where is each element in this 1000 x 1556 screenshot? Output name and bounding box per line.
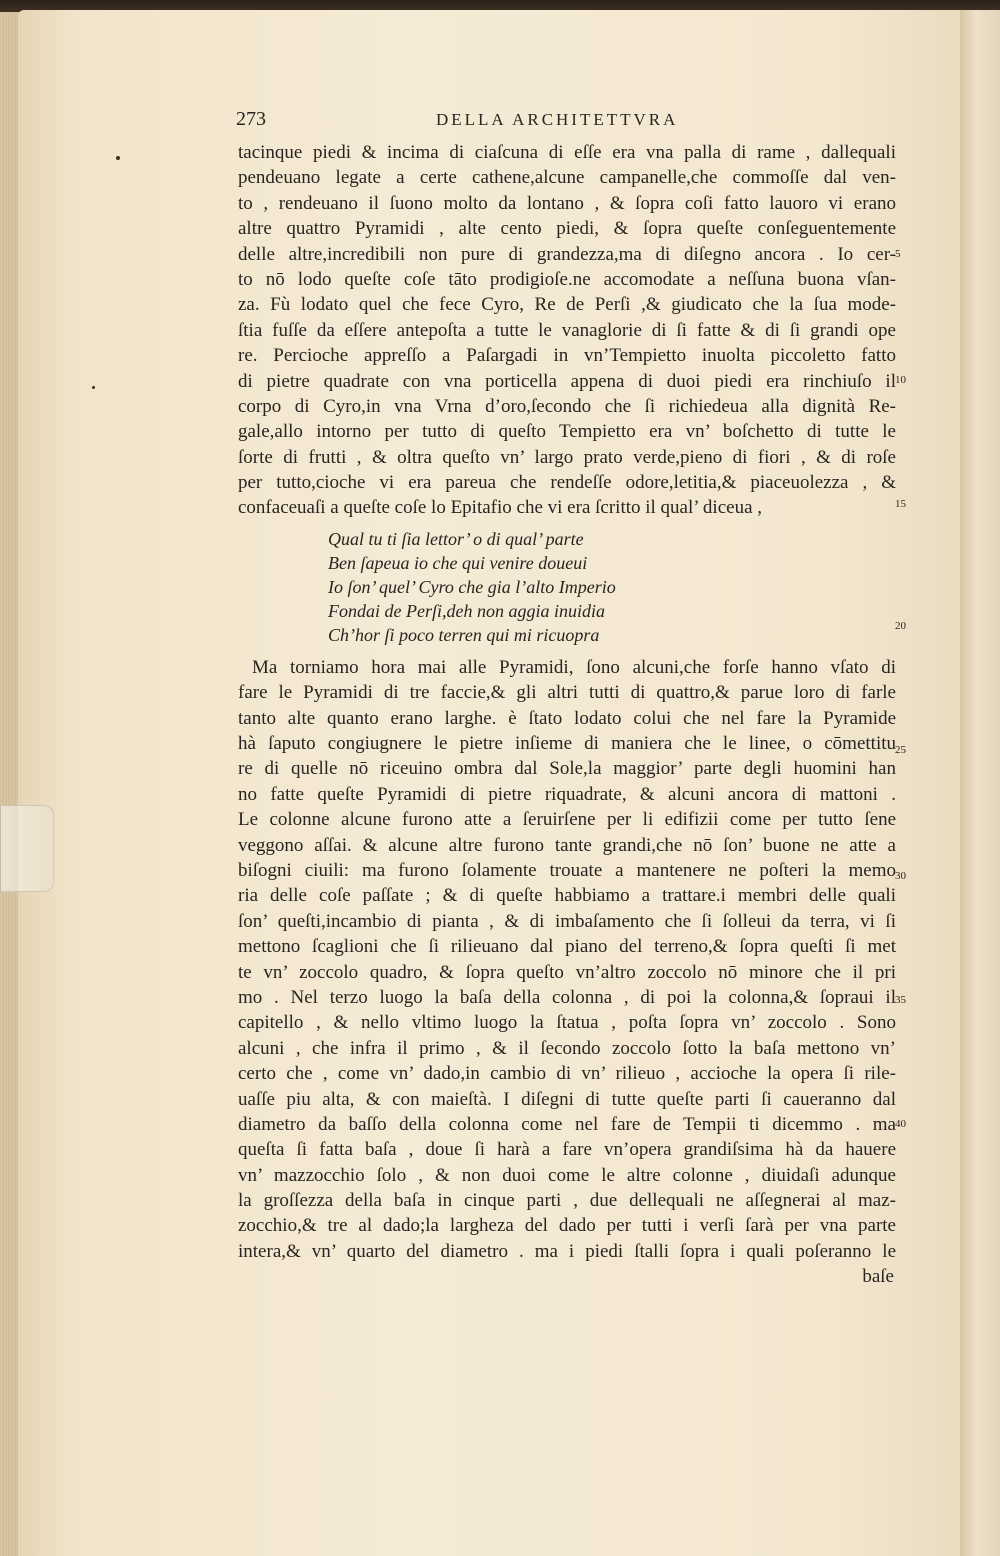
text-line: ſon’ queſti,incambio di pianta , & di imbaſamento che ſi ſolleui da terra, vi ſi [238,910,896,932]
text-line: vn’ mazzocchio ſolo , & non duoi come le altre colonne , diuidaſi adunque [238,1164,896,1186]
text-line: tacinque piedi & incima di ciaſcuna di eſſe era vna palla di rame , dallequali [238,142,896,163]
text-line: per tutto,cioche vi era pareua che rendeſſe odore,letitia,& piaceuolezza , & [238,472,896,494]
text-line: confaceuaſi a queſte coſe lo Epitafio che vi era ſcritto il qual’ diceua , [238,497,763,519]
text-line: tanto alte quanto erano larghe. è ſtato lodato colui che nel fare la Pyramide [238,707,896,729]
line-number: 20 [895,620,906,632]
text-line: Ma torniamo hora mai alle Pyramidi, ſono alcuni,che forſe hanno vſato di [252,656,896,678]
catchword: baſe [862,1266,894,1288]
text-line: gale,allo intorno per tutto di queſto Tempietto era vn’ boſchetto di tutte le [238,421,896,443]
text-line: la groſſezza della baſa in cinque parti , due dellequali ne aſſegnerai al maz- [238,1190,896,1212]
line-number: 5 [895,248,901,260]
text-line: certo che , come vn’ dado,in cambio di vn’ rilieuo , accioche la opera ſi rile- [238,1063,896,1085]
text-line: mettono ſcaglioni che ſi rilieuano dal piano del terreno,& ſopra queſti ſi met [238,936,896,958]
text-line: delle altre,incredibili non pure di grandezza,ma di diſegno ancora . Io cer- [238,243,896,265]
line-number: 35 [895,994,906,1006]
text-line: ſtia fuſſe da eſſere antepoſta a tutte le vanaglorie di ſi fatte & di ſi grandi ope [238,319,896,341]
verse-line: Io ſon’ quel’ Cyro che gia l’alto Imperio [328,576,616,597]
page-header [230,108,900,138]
text-line: capitello , & nello vltimo luogo la ſtatua , poſta ſopra vn’ zoccolo . Sono [238,1012,896,1034]
ink-speck [116,156,120,160]
text-line: diametro da baſſo della colonna come nel fare de Tempii ti dicemmo . ma [238,1113,896,1135]
epitaph-verse [328,527,896,647]
text-line: mo . Nel terzo luogo la baſa della colonna , di poi la colonna,& ſopraui il [238,986,896,1008]
line-number: 25 [895,744,906,756]
text-line: to , rendeuano il ſuono molto da lontano , & ſopra coſi fatto lauoro vi erano [238,192,896,214]
text-line: di pietre quadrate con vna porticella appena di duoi piedi era rinchiuſo il [238,370,896,392]
paragraph-1 [238,140,896,521]
text-line: re. Percioche appreſſo a Paſargadi in vn’Tempietto inuolta piccoletto fatto [238,345,896,367]
text-line: intera,& vn’ quarto del diametro . ma i piedi ſtalli ſopra i quali poſeranno le [238,1240,896,1262]
text-line: pendeuano legate a certe cathene,alcune campanelle,che commoſſe dal ven- [238,167,896,189]
text-line: uaſſe piu alta, & con maieſtà. I diſegni di tutte queſte parti ſi caueranno dal [238,1088,896,1110]
text-line: alcuni , che infra il primo , & il ſecondo zoccolo ſotto la baſa mettono vn’ [238,1037,896,1059]
line-number: 15 [895,498,906,510]
running-title: DELLA ARCHITETTVRA [436,110,679,129]
text-line: veggono aſſai. & alcune altre furono tante grandi,che nō ſon’ buone ne atte a [238,834,896,856]
folio-number: 273 [236,108,266,130]
text-line: corpo di Cyro,in vna Vrna d’oro,ſecondo che ſi richiedeua alla dignità Re- [238,395,896,417]
text-line: za. Fù lodato quel che fece Cyro, Re de Perſi ,& giudicato che la ſua mode- [238,294,896,316]
text-line: hà ſaputo congiugnere le pietre inſieme di maniera che le linee, o cōmettitu [238,733,896,755]
paragraph-2 [238,655,896,1290]
page-clip [0,805,54,892]
text-line: queſta ſi fatta baſa , doue ſi harà a fare vn’opera grandiſsima hà da hauere [238,1139,896,1161]
text-line: altre quattro Pyramidi , alte cento piedi, & ſopra queſte conſeguentemente [238,218,896,240]
text-line: biſogni ciuili: ma furono ſolamente trouate a mantenere ne poſteri la memo [238,859,896,881]
verse-line: Ben ſapeua io che qui venire doueui [328,552,588,573]
text-line: te vn’ zoccolo quadro, & ſopra queſto vn’altro zoccolo nō minore che il pri [238,961,896,983]
verse-line: Qual tu ti ſia lettor’ o di qual’ parte [328,528,584,549]
text-line: to nō lodo queſte coſe tāto prodigioſe.ne accomodate a neſſuna buona vſan- [238,268,896,290]
text-line: ſorte di frutti , & oltra queſto vn’ largo prato verde,pieno di fiori , & di roſe [238,446,896,468]
text-line: zocchio,& tre al dado;la largheza del dado per tutti i verſi ſarà per vna parte [238,1215,896,1237]
text-block [238,140,896,1290]
text-line: ria delle coſe paſſate ; & di queſte habbiamo a trattare.i membri delle quali [238,885,896,907]
ink-speck [92,386,95,389]
line-number: 40 [895,1118,906,1130]
line-number: 10 [895,374,906,386]
page-gutter [960,10,1000,1556]
line-number: 30 [895,870,906,882]
verse-line: Ch’hor ſi poco terren qui mi ricuopra [328,624,600,645]
text-line: no fatte queſte Pyramidi di pietre riquadrate, & alcuni ancora di mattoni . [238,783,896,805]
text-line: Le colonne alcune furono atte a ſeruirſene per li edifizii come per tutto ſene [238,809,896,831]
text-line: fare le Pyramidi di tre faccie,& gli altri tutti di quattro,& parue loro di farle [238,682,896,704]
text-line: re di quelle nō riceuino ombra dal Sole,la maggior’ parte degli huomini han [238,758,896,780]
verse-line: Fondai de Perſi,deh non aggia inuidia [328,600,605,621]
